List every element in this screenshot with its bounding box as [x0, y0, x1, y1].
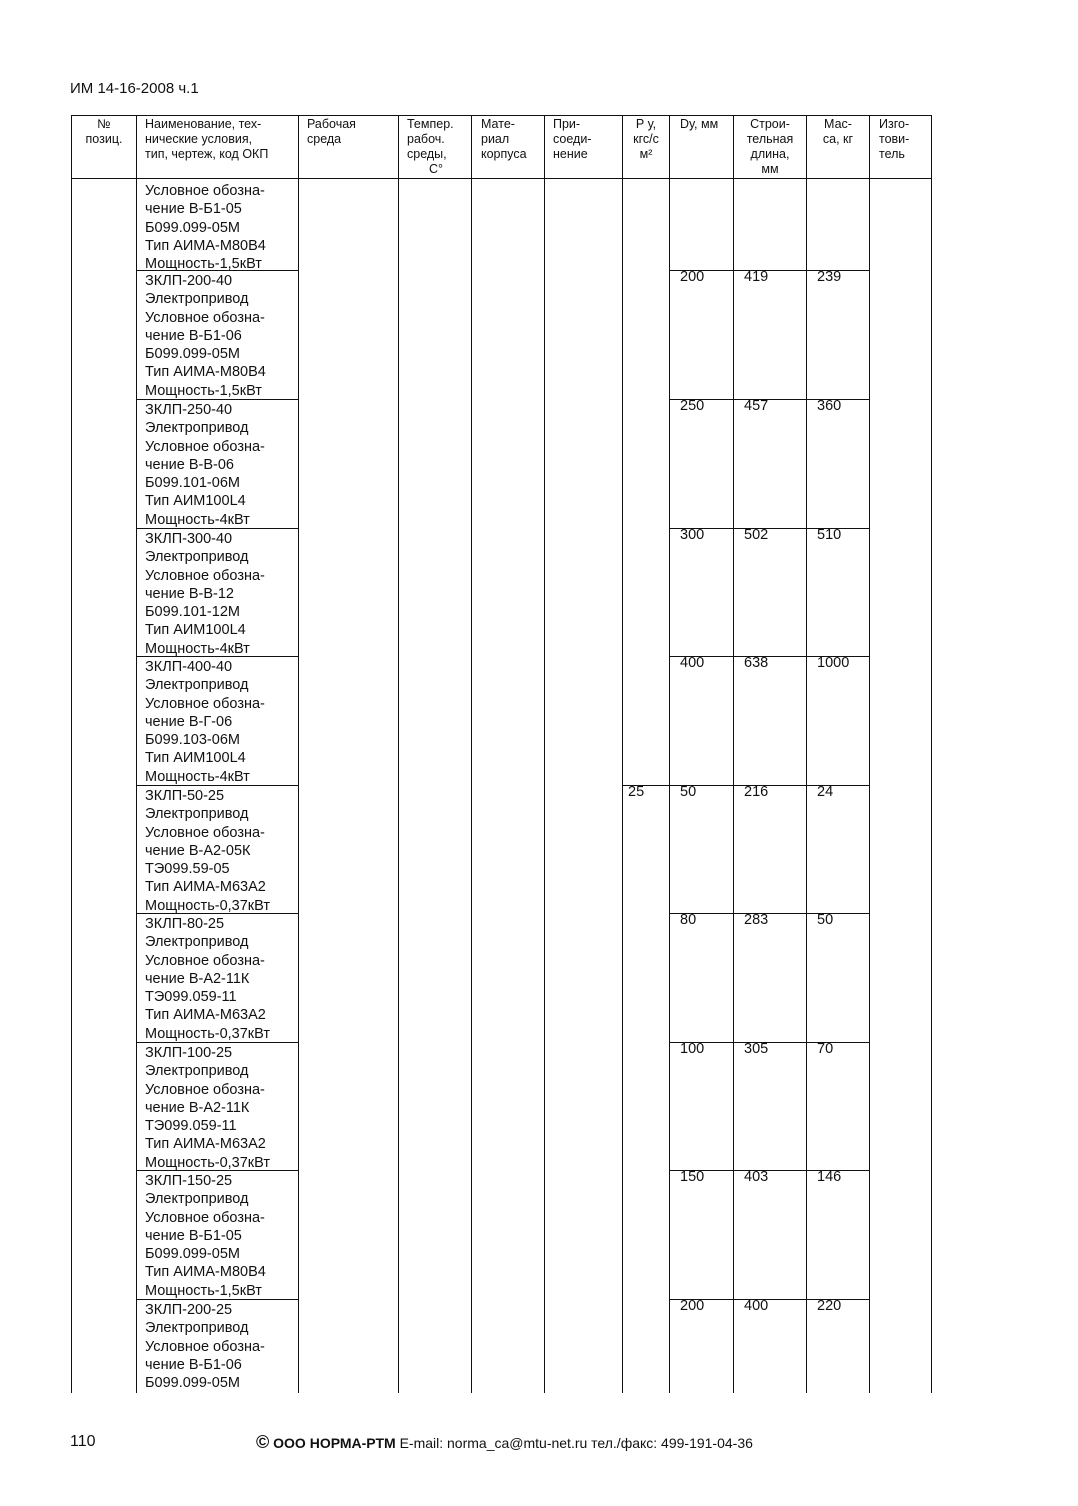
- col-border: [136, 115, 137, 1393]
- spec-table: [71, 115, 933, 1393]
- row-name-line: Условное обозна-: [145, 1209, 265, 1226]
- row-name-line: Б099.099-05М: [145, 1246, 240, 1263]
- row-name-line: ЗКЛП-80-25: [145, 916, 225, 932]
- row-name-line: Электропривод: [145, 291, 249, 308]
- row-mass-value: 70: [817, 1041, 834, 1057]
- row-mass-value: 360: [817, 398, 842, 414]
- row-name-line: чение В-В-12: [145, 585, 234, 602]
- col-border: [931, 115, 932, 1393]
- col-border: [398, 115, 399, 1393]
- document-code: ИМ 14-16-2008 ч.1: [70, 80, 199, 97]
- row-name-line: чение В-Б1-06: [145, 1356, 242, 1373]
- row-name-line: Электропривод: [145, 1063, 249, 1080]
- row-mass-value: 239: [817, 269, 842, 285]
- row-name-line: Б099.101-06М: [145, 475, 240, 492]
- header-name: Наименование, тех- нические условия, тип, чертеж, код ОКП: [145, 117, 269, 161]
- col-border: [544, 115, 545, 1393]
- header-nominal-diameter: Dу, мм: [680, 117, 719, 131]
- row-name-line: ЗКЛП-150-25: [145, 1173, 233, 1189]
- row-name-line: Условное обозна-: [145, 952, 265, 969]
- row-name-line: Условное обозна-: [145, 567, 265, 584]
- row-name-line: чение В-В-06: [145, 456, 234, 473]
- row-dn-value: 50: [680, 784, 697, 800]
- footer-contacts: E-mail: norma_ca@mtu-net.ru тел./факс: 499-191-04-36: [399, 1435, 753, 1451]
- row-mass-value: 146: [817, 1169, 842, 1185]
- row-name-line: Электропривод: [145, 549, 249, 566]
- row-name-line: чение В-А2-05К: [145, 842, 251, 859]
- row-length-value: 400: [744, 1298, 769, 1314]
- row-dn-value: 200: [680, 1298, 705, 1314]
- col-border: [669, 115, 670, 1393]
- row-name-line: ЗКЛП-200-25: [145, 1302, 233, 1318]
- row-name-line: Тип АИМА-М80В4: [145, 1264, 266, 1281]
- row-dn-value: 100: [680, 1041, 705, 1057]
- row-dn-value: 80: [680, 912, 697, 928]
- header-length: Строи- тельная длина, мм: [746, 117, 794, 176]
- row-name-line: Условное обозна-: [145, 1081, 265, 1098]
- row-name-line: Электропривод: [145, 1320, 249, 1337]
- row-separator: [136, 1170, 298, 1171]
- row-name-line: чение В-А2-11К: [145, 1099, 250, 1116]
- row-name-line: Электропривод: [145, 934, 249, 951]
- row-length-value: 457: [744, 398, 769, 414]
- row-name-line: Тип АИМА-М63А2: [145, 879, 266, 896]
- row-name-block: [145, 915, 305, 1043]
- row-name-line: Тип АИМ100L4: [145, 750, 246, 767]
- header-mass: Мас- са, кг: [822, 117, 854, 146]
- row-name-line: чение В-Г-06: [145, 713, 233, 730]
- row-name-line: Условное обозна-: [145, 824, 265, 841]
- table-top-border: [71, 115, 932, 116]
- row-mass-value: 24: [817, 784, 834, 800]
- footer-org: ООО НОРМА-РТМ: [273, 1435, 396, 1451]
- row-mass-value: 510: [817, 527, 842, 543]
- row-separator: [136, 785, 298, 786]
- row-length-value: 638: [744, 655, 769, 671]
- header-bottom-border: [71, 178, 932, 179]
- header-pressure: Р у, кгс/с м²: [633, 117, 659, 161]
- row-name-line: ЗКЛП-400-40: [145, 659, 233, 675]
- row-name-block: [145, 1172, 305, 1300]
- row-name-line: Условное обозна-: [145, 438, 265, 455]
- row-name-line: Б099.103-06М: [145, 732, 240, 749]
- row-mass-value: 220: [817, 1298, 842, 1314]
- row-name-line: Электропривод: [145, 420, 249, 437]
- row-separator: [136, 1042, 298, 1043]
- row-name-line: Мощность-0,37кВт: [145, 1025, 270, 1042]
- row-name-block: [145, 787, 305, 915]
- row-separator: [136, 913, 298, 914]
- row-name-line: ЗКЛП-300-40: [145, 531, 233, 547]
- header-material: Мате- риал корпуса: [481, 117, 527, 161]
- col-border: [71, 115, 72, 1393]
- row-separator: [136, 1299, 298, 1300]
- row-name-line: Тип АИМА-М80В4: [145, 364, 266, 381]
- header-connection: При- соеди- нение: [553, 117, 592, 161]
- header-manufacturer: Изго- тови- тель: [879, 117, 910, 161]
- row-name-line: чение В-Б1-06: [145, 327, 242, 344]
- row-separator: [136, 399, 298, 400]
- row-name-block: [145, 530, 305, 658]
- row-name-line: Б099.101-12М: [145, 604, 240, 621]
- row-name-line: Мощность-4кВт: [145, 768, 250, 785]
- row-name-line: Мощность-4кВт: [145, 511, 250, 528]
- header-temperature: Темпер. рабоч. среды, С°: [407, 117, 454, 176]
- row-name-line: ЗКЛП-50-25: [145, 788, 225, 804]
- page-number: 110: [70, 1433, 96, 1450]
- col-border: [622, 115, 623, 1393]
- row-name-line: Мощность-1,5кВт: [145, 1282, 262, 1299]
- row-name-block: [145, 1044, 305, 1172]
- row-name-line: Б099.099-05М: [145, 1375, 240, 1392]
- copyright-icon: ©: [256, 1432, 270, 1452]
- row-name-line: ЗКЛП-100-25: [145, 1045, 233, 1061]
- row-length-value: 216: [744, 784, 769, 800]
- row-dn-value: 300: [680, 527, 705, 543]
- continued-item-block: Условное обозна- чение В-Б1-05 Б099.099-05М Тип АИМА-М80В4 Мощность-1,5кВт: [145, 183, 266, 273]
- row-dn-value: 400: [680, 655, 705, 671]
- row-mass-value: 50: [817, 912, 834, 928]
- row-separator: [669, 785, 869, 786]
- col-border: [733, 115, 734, 1393]
- row-name-line: Б099.099-05М: [145, 346, 240, 363]
- row-name-line: чение В-А2-11К: [145, 970, 250, 987]
- row-length-value: 419: [744, 269, 769, 285]
- row-name-line: Мощность-1,5кВт: [145, 382, 262, 399]
- row-dn-value: 250: [680, 398, 705, 414]
- row-length-value: 283: [744, 912, 769, 928]
- row-name-line: ЗКЛП-250-40: [145, 402, 233, 418]
- header-no: № позиц.: [85, 117, 123, 146]
- col-border: [806, 115, 807, 1393]
- row-name-line: ТЭ099.059-11: [145, 1118, 237, 1135]
- row-name-line: Условное обозна-: [145, 695, 265, 712]
- row-length-value: 305: [744, 1041, 769, 1057]
- row-dn-value: 150: [680, 1169, 705, 1185]
- row-name-block: [145, 658, 305, 786]
- row-name-line: Тип АИМА-М63А2: [145, 1136, 266, 1153]
- row-dn-value: 200: [680, 269, 705, 285]
- row-name-line: Тип АИМ100L4: [145, 493, 246, 510]
- row-separator: [136, 270, 298, 271]
- row-separator: [136, 656, 298, 657]
- row-name-line: Условное обозна-: [145, 309, 265, 326]
- row-name-line: Мощность-0,37кВт: [145, 897, 270, 914]
- row-pressure-value: 25: [628, 784, 645, 800]
- row-name-line: Условное обозна-: [145, 1338, 265, 1355]
- header-medium: Рабочая среда: [307, 117, 356, 146]
- row-separator: [622, 785, 669, 786]
- row-name-line: чение В-Б1-05: [145, 1227, 242, 1244]
- row-mass-value: 1000: [817, 655, 850, 671]
- row-name-line: ЗКЛП-200-40: [145, 273, 233, 289]
- row-name-line: Мощность-4кВт: [145, 640, 250, 657]
- row-name-line: Электропривод: [145, 677, 249, 694]
- footer-copyright: [256, 1432, 753, 1453]
- row-length-value: 403: [744, 1169, 769, 1185]
- row-name-line: ТЭ099.59-05: [145, 861, 230, 878]
- row-separator: [136, 528, 298, 529]
- row-name-line: Электропривод: [145, 1191, 249, 1208]
- row-name-line: Тип АИМА-М63А2: [145, 1007, 266, 1024]
- row-separator: [669, 913, 869, 914]
- col-border: [471, 115, 472, 1393]
- row-name-line: Мощность-0,37кВт: [145, 1154, 270, 1171]
- col-border: [869, 115, 870, 1393]
- row-name-block: [145, 272, 305, 400]
- row-name-line: ТЭ099.059-11: [145, 989, 237, 1006]
- row-name-block: [145, 1301, 305, 1392]
- row-length-value: 502: [744, 527, 769, 543]
- row-name-line: Тип АИМ100L4: [145, 622, 246, 639]
- row-name-line: Электропривод: [145, 806, 249, 823]
- row-name-block: [145, 401, 305, 529]
